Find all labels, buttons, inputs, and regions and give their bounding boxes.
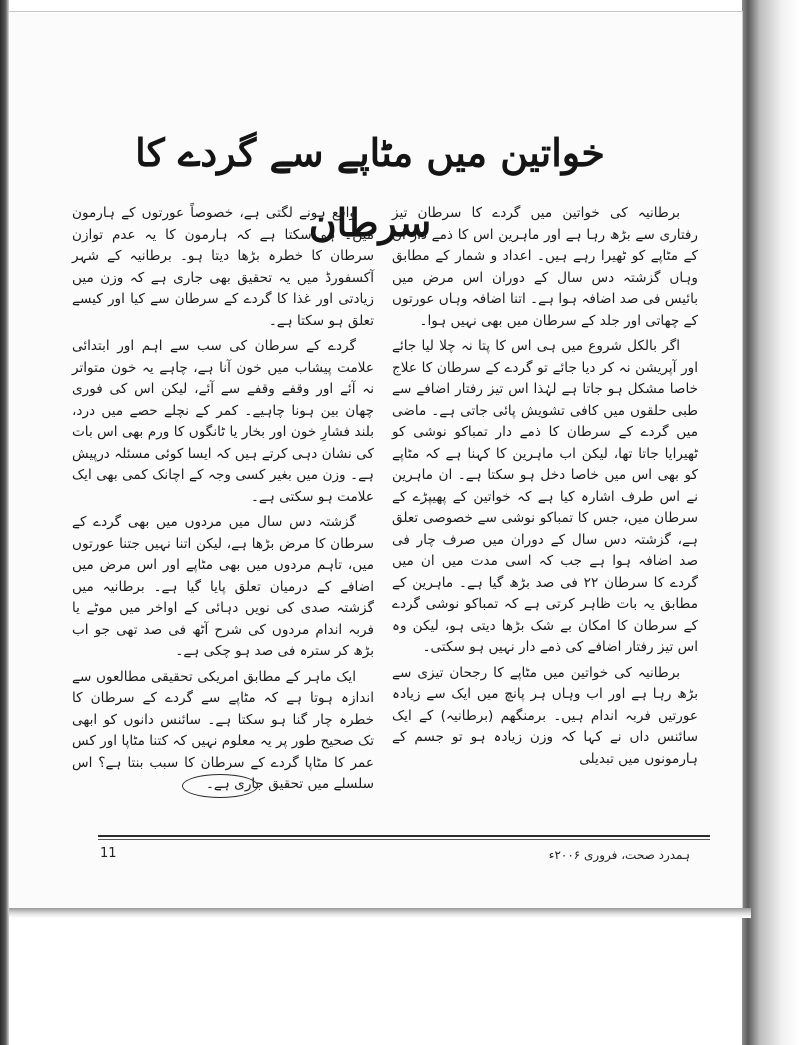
left-column: [72, 203, 374, 800]
end-mark-oval: [182, 774, 258, 798]
scan-edge-left: [0, 0, 9, 1045]
right-column: [392, 203, 698, 774]
paragraph: گردے کے سرطان کی سب سے اہم اور ابتدائی علامت پیشاب میں خون آنا ہے، چاہے یہ خون متواتر نہ آئے اور وقفے وقفے سے آئے، لیکن اس کی فوری چھان بین ہونا چاہیے۔ کمر کے نچلے حصے میں درد، بلند فشارِ خون اور بخار یا ٹانگوں کا ورم بھی اس بات کی نشان دہی کرتے ہیں کہ ایسا کوئی مسئلہ درپیش ہے۔ وزن میں بغیر کسی وجہ کے اچانک کمی بھی ایک علامت ہو سکتی ہے۔: [72, 338, 374, 505]
paragraph: واقع ہونے لگتی ہے، خصوصاً عورتوں کے ہارمون میں۔ ہو سکتا ہے کہ ہارمون کا یہ عدم توازن سرطان کا خطرہ بڑھا دیتا ہو۔ برطانیہ کے شہر آکسفورڈ میں یہ تحقیق بھی جاری ہے کہ وزن میں زیادتی اور غذا کا گردے کے سرطان سے کیا اور کیسے تعلق ہو سکتا ہے۔: [72, 205, 374, 329]
paragraph: برطانیہ کی خواتین میں گردے کا سرطان تیز رفتاری سے بڑھ رہا ہے اور ماہرین اس کا ذمے دار ان کے مٹاپے کو ٹھیرا رہے ہیں۔ اعداد و شمار کے مطابق وہاں گزشتہ دس سال کے دوران اس مرض میں بائیس فی صد اضافہ ہوا ہے۔ اتنا اضافہ وہاں عورتوں کے چھاتی اور جلد کے سرطان میں بھی نہیں ہوا۔: [392, 205, 698, 329]
paragraph: گزشتہ دس سال میں مردوں میں بھی گردے کے سرطان کا مرض بڑھا ہے، لیکن اتنا نہیں جتنا عورتوں میں، تاہم مردوں میں بھی مٹاپے اور اس مرض میں اضافے کے درمیان تعلق پایا گیا ہے۔ برطانیہ میں گزشتہ صدی کی نویں دہائی کے اواخر میں موٹے یا فربہ اندام مردوں کی شرح آٹھ فی صد تھی جو اب بڑھ کر سترہ فی صد ہو چکی ہے۔: [72, 514, 374, 659]
article-title: خواتین میں مٹاپے سے گردے کا سرطان: [135, 130, 605, 245]
paragraph: برطانیہ کی خواتین میں مٹاپے کا رجحان تیزی سے بڑھ رہا ہے اور اب وہاں ہر پانچ میں ایک سے زیادہ عورتیں فربہ اندام ہیں۔ برمنگھم (برطانیہ) کے ایک سائنس داں نے کہا کہ وزن زیادہ ہو تو جسم کے ہارمونوں میں تبدیلی: [392, 664, 698, 767]
footer-source: ہمدرد صحت، فروری ۲۰۰۶ء: [548, 848, 690, 862]
paragraph: اگر بالکل شروع میں ہی اس کا پتا نہ چلا لیا جائے اور آپریشن نہ کر دیا جائے تو گردے کے سرطان کا علاج خاصا مشکل ہو جاتا ہے لہٰذا اس تیز رفتار اضافے سے طبی حلقوں میں کافی تشویش پائی جاتی ہے۔ ماضی میں گردے کے سرطان کا ذمے دار تمباکو نوشی کو ٹھیرایا جاتا تھا، لیکن اب ماہرین کا کہنا ہے کہ مٹاپے کو بھی اس میں خاصا دخل ہو سکتا ہے۔ ان ماہرین نے اس طرف اشارہ کیا ہے کہ خواتین کے پھیپڑے کے سرطان میں، جس کا تمباکو نوشی سے خصوصی تعلق ہے، گزشتہ دس سال کے دوران میں صرف چار فی صد اضافہ ہوا ہے جب کہ اسی مدت میں ان میں گردے کا سرطان ۲۲ فی صد بڑھ گیا ہے۔ ماہرین کے مطابق یہ بات ظاہر کرتی ہے کہ تمباکو نوشی گردے کے سرطان کا امکان بے شک بڑھا دیتی ہو، لیکن وہ اس تیز رفتار اضافے کی ذمے دار نہیں ہو سکتی۔: [392, 338, 698, 655]
footer-rule-thin: [98, 839, 710, 840]
paragraph: ایک ماہر کے مطابق امریکی تحقیقی مطالعوں سے اندازہ ہوتا ہے کہ مٹاپے سے گردے کے سرطان کا خطرہ چار گنا ہو سکتا ہے۔ سائنس دانوں کو ابھی تک صحیح طور پر یہ معلوم نہیں کہ کتنا مٹاپا اور کس عمر کا مٹاپا گردے کے سرطان کا سبب بنتا ہے؟ اس سلسلے میں تحقیق جاری ہے۔: [72, 668, 374, 792]
scan-edge-right: [742, 0, 800, 1045]
page-number: 11: [100, 846, 117, 861]
page-bottom-shadow: [9, 908, 751, 918]
footer-rule: [98, 835, 710, 837]
